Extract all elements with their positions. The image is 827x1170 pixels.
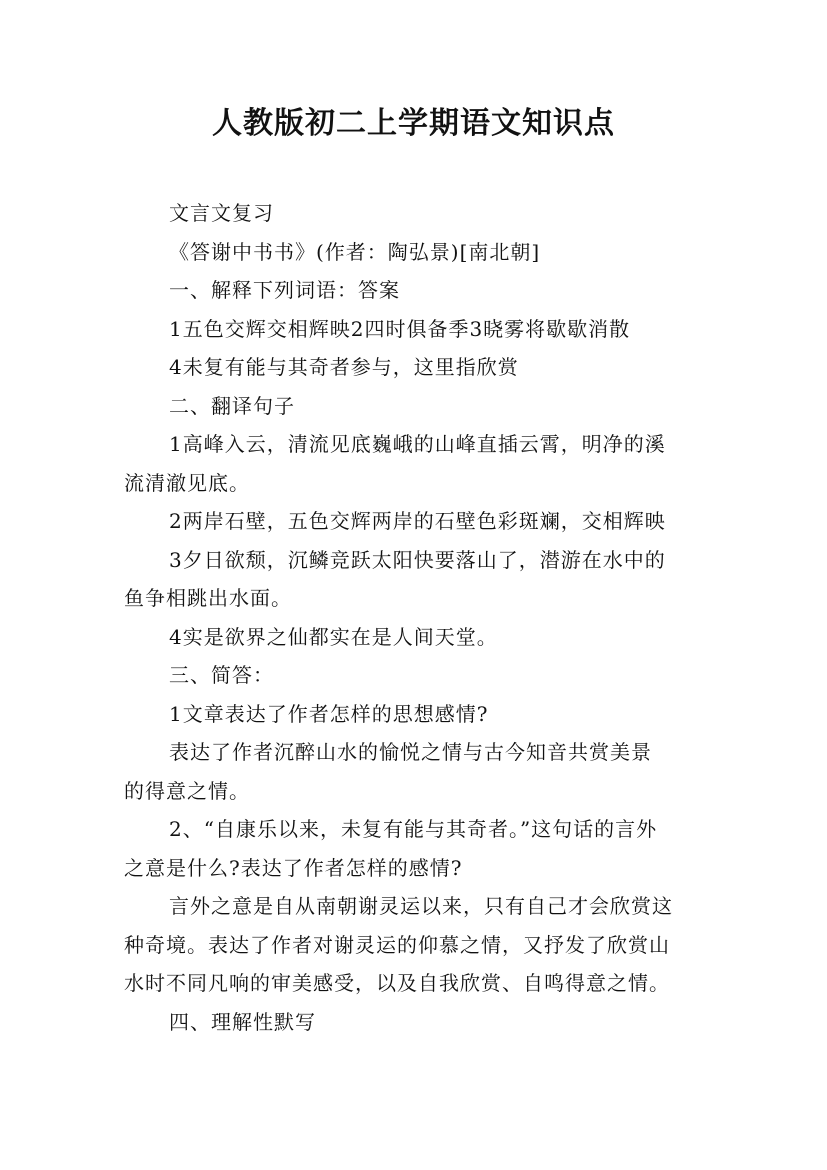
section-heading: 三、简答： [169,663,274,687]
text-line: 流清澈见底。 [124,470,250,495]
text-line: 之意是什么?表达了作者怎样的感情? [124,855,463,880]
text-line: 1高峰入云，清流见底巍峨的山峰直插云霄，明净的溪 [169,432,666,456]
section-heading: 一、解释下列词语：答案 [169,278,400,302]
section-heading: 二、翻译句子 [169,393,295,418]
document-title: 人教版初二上学期语文知识点 [212,106,615,141]
text-line: 1五色交辉交相辉映2四时俱备季3晓雾将歇歇消散 [169,316,631,341]
text-line: 水时不同凡响的审美感受，以及自我欣赏、自鸣得意之情。 [124,971,670,995]
text-line: 鱼争相跳出水面。 [124,586,292,610]
text-line: 表达了作者沉醉山水的愉悦之情与古今知音共赏美景 [169,740,652,764]
section-heading: 四、理解性默写 [169,1009,316,1034]
text-line: 文言文复习 [169,201,274,225]
text-line: 的得意之情。 [124,778,250,803]
text-line: 言外之意是自从南朝谢灵运以来，只有自己才会欣赏这 [169,894,673,918]
text-line: 3夕日欲颓，沉鳞竞跃太阳快要落山了，潜游在水中的 [169,547,666,572]
text-line: 种奇境。表达了作者对谢灵运的仰慕之情，又抒发了欣赏山 [124,932,670,957]
text-line: 2两岸石壁，五色交辉两岸的石壁色彩斑斓，交相辉映 [169,509,666,533]
text-line: 《答谢中书书》(作者：陶弘景)[南北朝] [169,239,541,264]
text-line: 4实是欲界之仙都实在是人间天堂。 [169,624,498,649]
document-body [124,194,714,1041]
text-line: 2、“自康乐以来，未复有能与其奇者。”这句话的言外 [169,817,658,841]
text-line: 4未复有能与其奇者参与，这里指欣赏 [169,355,519,379]
text-line: 1文章表达了作者怎样的思想感情? [169,701,489,726]
